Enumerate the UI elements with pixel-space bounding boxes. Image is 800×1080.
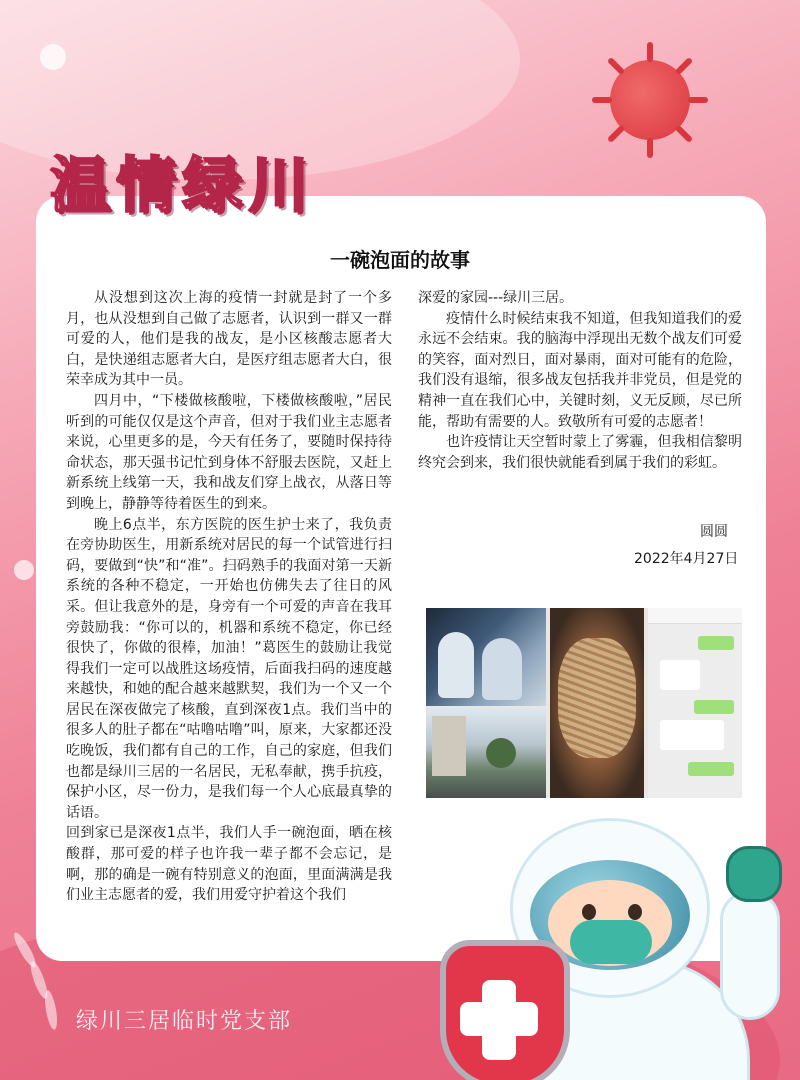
- fist-icon: [726, 846, 782, 902]
- photo-neighborhood: [426, 708, 546, 798]
- paragraph: 回到家已是深夜1点半，我们人手一碗泡面，晒在核酸群，那可爱的样子也许我一辈子都不会忘记，是啊，那的确是一碗有特别意义的泡面，里面满满是我们业主志愿者的爱，我们用爱守护着这个我们: [66, 825, 392, 904]
- signature-name: 圆圆: [700, 524, 728, 540]
- article-column-right: [418, 288, 742, 473]
- photo-collage: [426, 608, 742, 798]
- photo-chat-screenshot: [648, 608, 742, 798]
- page-title: 温情绿川: [50, 151, 314, 221]
- virus-icon-small: [40, 44, 66, 70]
- virus-icon-left: [14, 560, 34, 580]
- photo-instant-noodles: [550, 608, 644, 798]
- signature-date: 2022年4月27日: [634, 551, 739, 567]
- paragraph: 从没想到这次上海的疫情一封就是封了一个多月，也从没想到自己做了志愿者，认识到一群又一群可爱的人，他们是我的战友，是小区核酸志愿者大白，是快递组志愿者大白，是医疗组志愿者大白，很荣幸成为其中一员。: [66, 290, 392, 389]
- paragraph: 晚上6点半，东方医院的医生护士来了，我负责在旁协助医生，用新系统对居民的每一个试管进行扫码，要做到“快”和“准”。扫码熟手的我面对第一天新系统的各种不稳定，一开始也仿佛失去了往日的风采。但让我意外的是，身旁有一个可爱的声音在我耳旁鼓励我：“你可以的，机器和系统不稳定，你已经很快了，你做的很棒，加油！”葛医生的鼓励让我觉得我们一定可以战胜这场疫情，后面我扫码的速度越来越快，和她的配合越来越默契，我们为一个又一个居民在深夜做完了核酸，直到深夜1点。我们当中的很多人的肚子都在“咕噜咕噜”叫，原来，大家都还没吃晚饭，我们都有自己的工作，自己的家庭，但我们也都是绿川三居的一名居民，无私奉献，携手抗疫，保护小区，尽一份力，是我们每一个人心底最真挚的话语。: [66, 516, 392, 821]
- paragraph: 疫情什么时候结束我不知道，但我知道我们的爱永远不会结束。我的脑海中浮现出无数个战友们可爱的笑容，面对烈日，面对暴雨，面对可能有的危险，我们没有退缩，很多战友包括我并非党员，但是党的精神一直在我们心中，关键时刻，义无反顾，尽已所能，帮助有需要的人。致敬所有可爱的志愿者！: [418, 310, 742, 430]
- article-title: 一碗泡面的故事: [330, 248, 470, 272]
- paragraph: 四月中，“下楼做核酸啦，下楼做核酸啦，”居民听到的可能仅仅是这个声音，但对于我们业主志愿者来说，心里更多的是，今天有任务了，要随时保持待命状态，那天强书记忙到身体不舒服去医院，又赶上新系统上线第一天，我和战友们穿上战衣，从落日等到晚上，静静等待着医生的到来。: [66, 392, 392, 512]
- article-column-left: [66, 288, 392, 906]
- medical-mascot-illustration: [430, 800, 800, 1080]
- organization-name: 绿川三居临时党支部: [76, 1009, 293, 1034]
- paragraph: 也许疫情让天空暂时蒙上了雾霾，但我相信黎明终究会到来，我们很快就能看到属于我们的彩虹。: [418, 434, 742, 471]
- paragraph: 深爱的家园---绿川三居。: [418, 290, 574, 306]
- virus-icon: [610, 60, 690, 140]
- photo-medical-staff: [426, 608, 546, 706]
